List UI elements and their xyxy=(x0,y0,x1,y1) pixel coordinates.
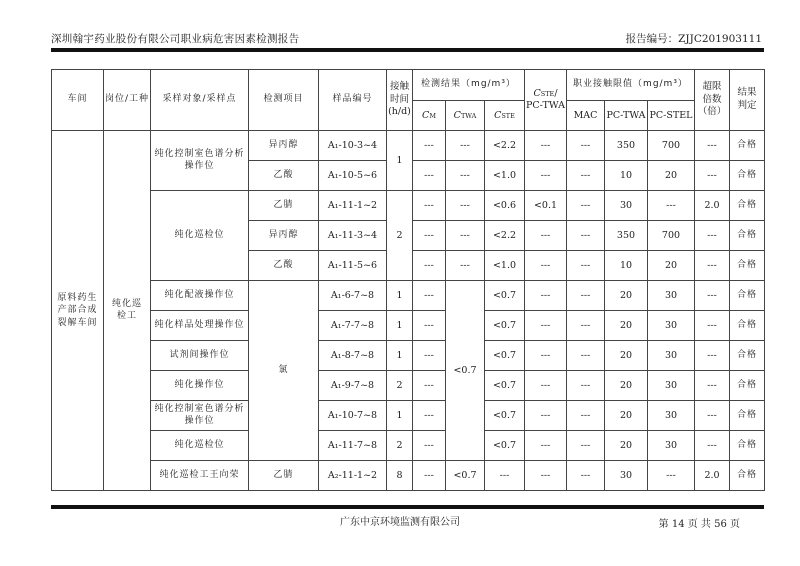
post-cell xyxy=(104,131,151,491)
col-header-ratio xyxy=(525,70,567,131)
judge-cell: 合格 xyxy=(730,371,765,401)
col-header-exceed xyxy=(695,70,730,131)
pc-stel-cell: 30 xyxy=(648,401,695,431)
item-cell: 乙酸 xyxy=(249,161,319,191)
cm-sub: M xyxy=(429,111,436,120)
col-header-workshop: 车间 xyxy=(52,70,104,131)
exceed-cell: --- xyxy=(695,401,730,431)
cste-c: C xyxy=(494,109,502,121)
pc-stel-cell: 20 xyxy=(648,251,695,281)
workshop-cell xyxy=(52,131,104,491)
col-header-cm xyxy=(413,101,446,131)
judge-cell: 合格 xyxy=(730,431,765,461)
ctwa-cell: --- xyxy=(446,221,485,251)
cm-cell: --- xyxy=(413,191,446,221)
table-row xyxy=(52,191,765,221)
col-group-results: 检测结果（mg/m³） xyxy=(413,70,525,101)
ratio-cell: --- xyxy=(525,311,567,341)
cm-cell: --- xyxy=(413,251,446,281)
sample-point-cell: 纯化操作位 xyxy=(151,371,249,401)
ratio-cell: --- xyxy=(525,371,567,401)
cm-cell: --- xyxy=(413,341,446,371)
item-cell: 氯 xyxy=(249,281,319,461)
pc-stel-cell: --- xyxy=(648,461,695,491)
table-row xyxy=(52,131,765,161)
exposure-time-cell: 1 xyxy=(387,281,413,311)
sample-point-cell: 试剂间操作位 xyxy=(151,341,249,371)
ratio-cell: --- xyxy=(525,161,567,191)
sample-no-cell: A₁-10-3~4 xyxy=(319,131,387,161)
ratio-cell: <0.1 xyxy=(525,191,567,221)
sample-no-cell: A₂-11-1~2 xyxy=(319,461,387,491)
table-row xyxy=(52,281,765,311)
ratio-cell: --- xyxy=(525,221,567,251)
pc-twa-cell: 30 xyxy=(605,191,648,221)
pc-twa-cell: 20 xyxy=(605,281,648,311)
sample-no-cell: A₁-11-5~6 xyxy=(319,251,387,281)
ctwa-c: C xyxy=(453,109,461,121)
sample-point-cell: 纯化巡检工王向荣 xyxy=(151,461,249,491)
mac-cell: --- xyxy=(567,161,605,191)
exceed-cell: --- xyxy=(695,431,730,461)
mac-cell: --- xyxy=(567,341,605,371)
ctwa-cell: --- xyxy=(446,161,485,191)
sample-no-cell: A₁-11-3~4 xyxy=(319,221,387,251)
cste-cell: <1.0 xyxy=(485,251,525,281)
ratio-cell: --- xyxy=(525,281,567,311)
sample-no-cell: A₁-11-7~8 xyxy=(319,431,387,461)
pc-stel-cell: 30 xyxy=(648,281,695,311)
workshop-text: 原料药生产部合成裂解车间 xyxy=(57,293,98,328)
document-header-title: 深圳翰宇药业股份有限公司职业病危害因素检测报告 xyxy=(51,33,300,45)
pc-twa-cell: 20 xyxy=(605,431,648,461)
item-cell: 异丙醇 xyxy=(249,221,319,251)
sample-point-text: 纯化控制室色谱分析操作位 xyxy=(154,404,245,427)
exceed-cell: --- xyxy=(695,281,730,311)
col-header-post: 岗位/工种 xyxy=(104,70,151,131)
exposure-time-unit: (h/d) xyxy=(388,106,411,118)
exceed-cell: --- xyxy=(695,251,730,281)
mac-cell: --- xyxy=(567,401,605,431)
sample-no-cell: A₁-10-5~6 xyxy=(319,161,387,191)
cste-cell: --- xyxy=(485,461,525,491)
mac-cell: --- xyxy=(567,131,605,161)
exposure-time-cell: 1 xyxy=(387,341,413,371)
pc-stel-cell: 700 xyxy=(648,131,695,161)
exceed-cell: 2.0 xyxy=(695,461,730,491)
pc-stel-cell: --- xyxy=(648,191,695,221)
table-row xyxy=(52,431,765,461)
ratio-cell: --- xyxy=(525,401,567,431)
item-cell: 乙酸 xyxy=(249,251,319,281)
sample-point-cell: 纯化巡检位 xyxy=(151,431,249,461)
ctwa-cell: <0.7 xyxy=(446,281,485,461)
exposure-time-cell: 1 xyxy=(387,131,413,191)
col-header-item: 检测项目 xyxy=(249,70,319,131)
ctwa-cell: --- xyxy=(446,191,485,221)
judge-cell: 合格 xyxy=(730,191,765,221)
sample-point-cell: 纯化巡检位 xyxy=(151,191,249,281)
mac-cell: --- xyxy=(567,311,605,341)
mac-cell: --- xyxy=(567,221,605,251)
ctwa-cell: <0.7 xyxy=(446,461,485,491)
judge-line1: 结果 xyxy=(737,87,757,99)
ratio-cell: --- xyxy=(525,341,567,371)
item-cell: 乙腈 xyxy=(249,191,319,221)
judge-cell: 合格 xyxy=(730,131,765,161)
judge-cell: 合格 xyxy=(730,311,765,341)
footer-rule xyxy=(51,505,764,509)
col-group-limits: 职业接触限值（mg/m³） xyxy=(567,70,695,101)
table-row xyxy=(52,401,765,431)
exceed-cell: --- xyxy=(695,311,730,341)
exceed-cell: --- xyxy=(695,341,730,371)
col-header-cste xyxy=(485,101,525,131)
judge-line2: 判定 xyxy=(737,100,757,111)
cm-cell: --- xyxy=(413,311,446,341)
pc-twa-cell: 20 xyxy=(605,311,648,341)
ratio-cell: --- xyxy=(525,131,567,161)
cste-cell: <2.2 xyxy=(485,221,525,251)
ratio-pc-twa: PC-TWA xyxy=(525,100,566,111)
pc-twa-cell: 20 xyxy=(605,371,648,401)
exceed-cell: --- xyxy=(695,221,730,251)
col-header-sample-point: 采样对象/采样点 xyxy=(151,70,249,131)
exceed-cell: --- xyxy=(695,161,730,191)
sample-no-cell: A₁-6-7~8 xyxy=(319,281,387,311)
post-text: 纯化巡检工 xyxy=(112,299,143,322)
table-row xyxy=(52,311,765,341)
col-header-sample-no: 样品编号 xyxy=(319,70,387,131)
cste-cell: <0.7 xyxy=(485,431,525,461)
report-number: 报告编号：ZJJC201903111 xyxy=(625,33,762,45)
exceed-line1: 超限 xyxy=(702,80,722,92)
cm-cell: --- xyxy=(413,461,446,491)
exceed-cell: --- xyxy=(695,131,730,161)
mac-cell: --- xyxy=(567,281,605,311)
mac-cell: --- xyxy=(567,251,605,281)
sample-no-cell: A₁-9-7~8 xyxy=(319,371,387,401)
ctwa-cell: --- xyxy=(446,131,485,161)
col-header-pc-stel: PC-STEL xyxy=(648,101,695,131)
mac-cell: --- xyxy=(567,461,605,491)
col-header-mac: MAC xyxy=(567,101,605,131)
exposure-time-cell: 2 xyxy=(387,371,413,401)
sample-no-cell: A₁-7-7~8 xyxy=(319,311,387,341)
cste-cell: <2.2 xyxy=(485,131,525,161)
cm-cell: --- xyxy=(413,401,446,431)
exceed-cell: 2.0 xyxy=(695,191,730,221)
pc-twa-cell: 20 xyxy=(605,401,648,431)
judge-cell: 合格 xyxy=(730,401,765,431)
cm-cell: --- xyxy=(413,161,446,191)
pc-stel-cell: 30 xyxy=(648,371,695,401)
ratio-cell: --- xyxy=(525,251,567,281)
sample-point-cell xyxy=(151,401,249,431)
ratio-c-sub: STE xyxy=(540,90,555,99)
page-number: 第 14 页 共 56 页 xyxy=(658,519,740,530)
col-header-judge xyxy=(730,70,765,131)
table-row xyxy=(52,341,765,371)
pc-stel-cell: 700 xyxy=(648,221,695,251)
cste-cell: <0.7 xyxy=(485,281,525,311)
footer-company: 广东中京环境监测有限公司 xyxy=(340,517,460,528)
pc-stel-cell: 30 xyxy=(648,341,695,371)
exceed-line3: （倍） xyxy=(697,106,727,118)
pc-stel-cell: 20 xyxy=(648,161,695,191)
cste-cell: <1.0 xyxy=(485,161,525,191)
judge-cell: 合格 xyxy=(730,251,765,281)
pc-stel-cell: 30 xyxy=(648,311,695,341)
cste-cell: <0.7 xyxy=(485,371,525,401)
exposure-time-cell: 1 xyxy=(387,401,413,431)
exposure-time-cell: 2 xyxy=(387,431,413,461)
col-header-pc-twa: PC-TWA xyxy=(605,101,648,131)
cm-cell: --- xyxy=(413,431,446,461)
header-rule xyxy=(51,48,764,52)
cste-sub: STE xyxy=(501,111,515,120)
col-header-ctwa xyxy=(446,101,485,131)
sample-point-cell: 纯化样品处理操作位 xyxy=(151,311,249,341)
exposure-time-cell: 2 xyxy=(387,191,413,281)
judge-cell: 合格 xyxy=(730,461,765,491)
ratio-slash: / xyxy=(554,88,558,100)
judge-cell: 合格 xyxy=(730,281,765,311)
exposure-time-cell: 1 xyxy=(387,311,413,341)
mac-cell: --- xyxy=(567,431,605,461)
ratio-c: C xyxy=(533,88,541,100)
pc-stel-cell: 30 xyxy=(648,431,695,461)
detection-results-table xyxy=(51,69,765,491)
exceed-line2: 倍数 xyxy=(702,93,722,105)
sample-point-cell: 纯化配液操作位 xyxy=(151,281,249,311)
cm-cell: --- xyxy=(413,131,446,161)
table-row xyxy=(52,371,765,401)
cm-c: C xyxy=(422,109,430,121)
pc-twa-cell: 30 xyxy=(605,461,648,491)
judge-cell: 合格 xyxy=(730,161,765,191)
pc-twa-cell: 10 xyxy=(605,161,648,191)
pc-twa-cell: 350 xyxy=(605,131,648,161)
item-cell: 乙腈 xyxy=(249,461,319,491)
cste-cell: <0.6 xyxy=(485,191,525,221)
col-header-exposure-time xyxy=(387,70,413,131)
ctwa-sub: TWA xyxy=(460,111,477,120)
ctwa-cell: --- xyxy=(446,251,485,281)
cste-cell: <0.7 xyxy=(485,341,525,371)
exposure-time-line2: 时间 xyxy=(389,93,409,105)
sample-no-cell: A₁-10-7~8 xyxy=(319,401,387,431)
item-cell: 异丙醇 xyxy=(249,131,319,161)
exceed-cell: --- xyxy=(695,371,730,401)
sample-no-cell: A₁-11-1~2 xyxy=(319,191,387,221)
mac-cell: --- xyxy=(567,371,605,401)
cste-cell: <0.7 xyxy=(485,401,525,431)
pc-twa-cell: 10 xyxy=(605,251,648,281)
ratio-cell: --- xyxy=(525,431,567,461)
sample-no-cell: A₁-8-7~8 xyxy=(319,341,387,371)
cm-cell: --- xyxy=(413,281,446,311)
exposure-time-cell: 8 xyxy=(387,461,413,491)
pc-twa-cell: 350 xyxy=(605,221,648,251)
exposure-time-line1: 接触 xyxy=(389,80,409,92)
judge-cell: 合格 xyxy=(730,341,765,371)
table-row xyxy=(52,461,765,491)
mac-cell: --- xyxy=(567,191,605,221)
sample-point-text: 纯化控制室色谱分析操作位 xyxy=(154,149,245,172)
ratio-cell: --- xyxy=(525,461,567,491)
sample-point-cell xyxy=(151,131,249,191)
pc-twa-cell: 20 xyxy=(605,341,648,371)
cm-cell: --- xyxy=(413,221,446,251)
cste-cell: <0.7 xyxy=(485,311,525,341)
cm-cell: --- xyxy=(413,371,446,401)
judge-cell: 合格 xyxy=(730,221,765,251)
